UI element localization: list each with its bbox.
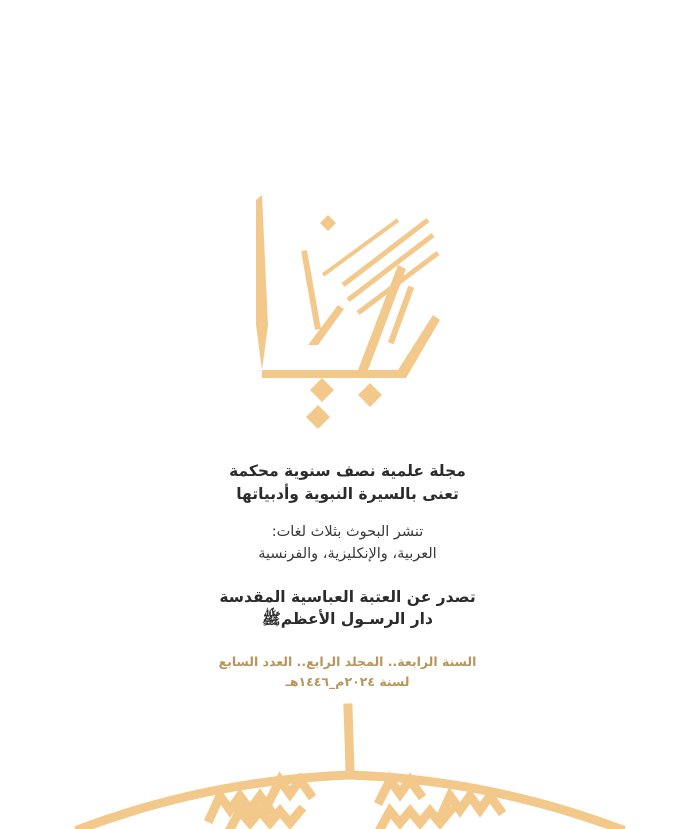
description-line-1: مجلة علمية نصف سنوية محكمة	[229, 462, 466, 480]
issue-line-2: لسنة ٢٠٢٤م_١٤٤٦هـ	[285, 674, 410, 689]
publisher-line-1: تصدر عن العتبة العباسية المقدسة	[219, 588, 476, 606]
calligraphy-ornament-icon	[60, 700, 640, 829]
nabiyuna-logo-icon	[248, 195, 448, 440]
issue-info	[0, 652, 695, 692]
publisher-line-2: دار الرسـول الأعظمﷺ	[262, 610, 433, 628]
description-line-2: تعنى بالسيرة النبوية وأدبياتها	[236, 485, 459, 503]
issue-line-1: السنة الرابعة.. المجلد الرابع.. العدد السابع	[218, 654, 477, 669]
languages-line-2: العربية، والإنكليزية، والفرنسية	[258, 546, 437, 562]
languages-text	[0, 521, 695, 565]
languages-line-1: تنشر البحوث بثلاث لغات:	[271, 524, 424, 540]
publisher-text	[0, 586, 695, 630]
journal-description	[0, 460, 695, 506]
